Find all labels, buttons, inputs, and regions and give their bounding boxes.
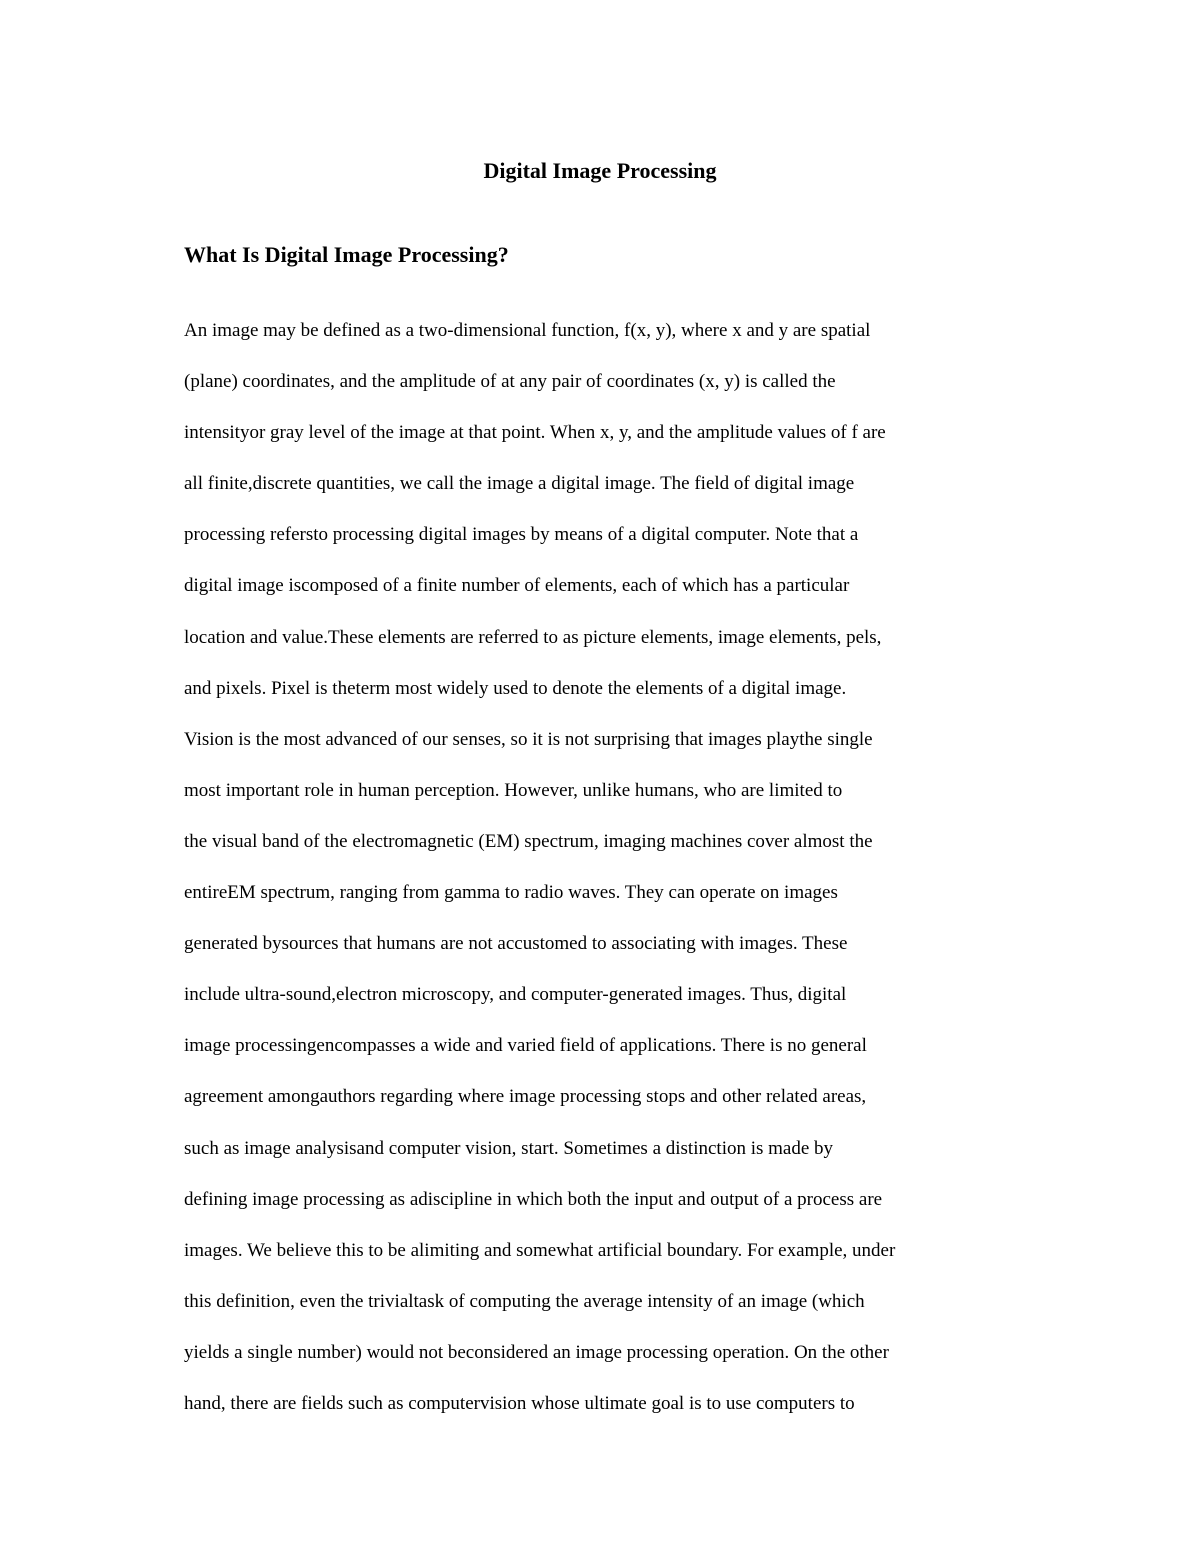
paragraph-line: location and value.These elements are referred to as picture elements, image elements, pels, bbox=[184, 626, 882, 648]
paragraph-line: defining image processing as adiscipline in which both the input and output of a process are bbox=[184, 1188, 883, 1210]
paragraph-line: agreement amongauthors regarding where image processing stops and other related areas, bbox=[184, 1086, 867, 1108]
paragraph-line: processing refersto processing digital images by means of a digital computer. Note that a bbox=[184, 524, 859, 546]
paragraph-line: generated bysources that humans are not accustomed to associating with images. These bbox=[184, 933, 848, 955]
paragraph-line: digital image iscomposed of a finite number of elements, each of which has a particular bbox=[184, 575, 850, 597]
paragraph-line: intensityor gray level of the image at that point. When x, y, and the amplitude values of f are bbox=[184, 422, 886, 444]
document-title: Digital Image Processing bbox=[483, 158, 717, 183]
paragraph-line: most important role in human perception. However, unlike humans, who are limited to bbox=[184, 779, 843, 801]
paragraph-line: the visual band of the electromagnetic (EM) spectrum, imaging machines cover almost the bbox=[184, 830, 873, 852]
paragraph-line: image processingencompasses a wide and varied field of applications. There is no general bbox=[184, 1035, 867, 1057]
body-paragraph bbox=[184, 318, 895, 1442]
paragraph-line: this definition, even the trivialtask of computing the average intensity of an image (which bbox=[184, 1290, 865, 1312]
paragraph-line: hand, there are fields such as computervision whose ultimate goal is to use computers to bbox=[184, 1392, 855, 1414]
section-heading: What Is Digital Image Processing? bbox=[184, 242, 509, 267]
paragraph-line: entireEM spectrum, ranging from gamma to radio waves. They can operate on images bbox=[184, 882, 838, 904]
paragraph-line: all finite,discrete quantities, we call the image a digital image. The field of digital image bbox=[184, 473, 855, 495]
paragraph-line: images. We believe this to be alimiting and somewhat artificial boundary. For example, under bbox=[184, 1239, 896, 1261]
paragraph-line: include ultra-sound,electron microscopy, and computer-generated images. Thus, digital bbox=[184, 984, 847, 1006]
paragraph-line: (plane) coordinates, and the amplitude of at any pair of coordinates (x, y) is called the bbox=[184, 371, 836, 393]
paragraph-line: An image may be defined as a two-dimensional function, f(x, y), where x and y are spatial bbox=[184, 320, 871, 341]
paragraph-line: such as image analysisand computer vision, start. Sometimes a distinction is made by bbox=[184, 1137, 834, 1159]
paragraph-line: Vision is the most advanced of our senses, so it is not surprising that images playthe single bbox=[184, 728, 873, 750]
paragraph-line: yields a single number) would not beconsidered an image processing operation. On the other bbox=[184, 1341, 889, 1363]
paragraph-line: and pixels. Pixel is theterm most widely used to denote the elements of a digital image. bbox=[184, 677, 847, 699]
